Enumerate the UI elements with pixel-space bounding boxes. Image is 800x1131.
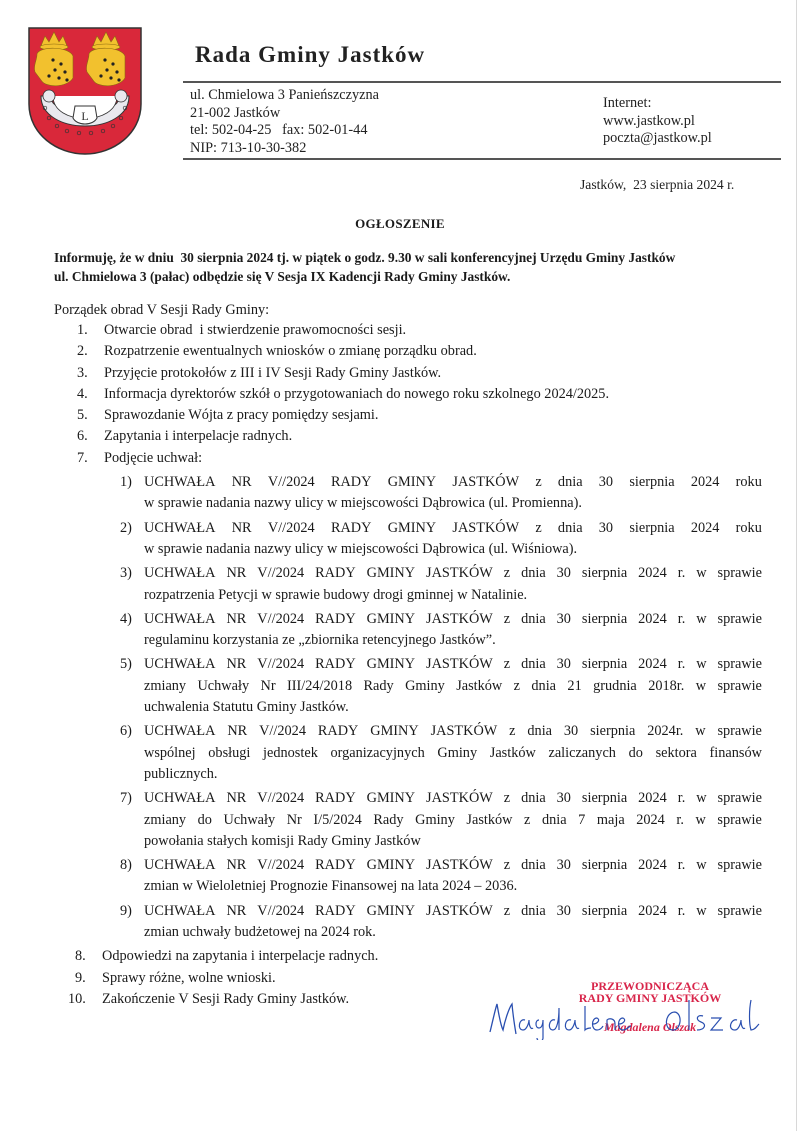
agenda-item-text: Zakończenie V Sesji Rady Gminy Jastków. <box>102 990 350 1007</box>
resolution-word: RADY <box>315 857 356 874</box>
resolution-word: 30 <box>556 902 571 919</box>
internet-block <box>603 95 712 148</box>
resolution-word: r. <box>677 790 686 807</box>
resolution-word: 2024 <box>636 811 665 828</box>
resolution-word: Uchwały <box>223 811 276 828</box>
resolution-word: zmiany <box>144 811 187 828</box>
agenda-item-text: Sprawy różne, wolne wnioski. <box>102 969 276 986</box>
resolution-word: JASTKÓW <box>426 902 493 919</box>
council-title: Rada Gminy Jastków <box>195 42 426 67</box>
resolution-word: UCHWAŁA <box>144 857 216 874</box>
date-line: Jastków, 23 sierpnia 2024 r. <box>580 177 735 192</box>
resolution-word: do <box>197 811 212 828</box>
resolution-word: z <box>503 790 511 807</box>
resolution-word: dnia <box>557 474 583 491</box>
resolution-word: z <box>503 902 511 919</box>
resolution-word: NR <box>226 790 247 807</box>
resolution-word: zaliczanych <box>548 744 616 761</box>
resolution-word: UCHWAŁA <box>144 723 216 740</box>
resolution-word: 2024 <box>638 565 667 582</box>
resolution-word: dnia <box>521 790 546 807</box>
resolution-word: 2024 <box>690 519 720 536</box>
resolution-word: UCHWAŁA <box>144 565 216 582</box>
resolution-word: w <box>696 656 707 673</box>
resolution-word: dnia <box>521 565 546 582</box>
resolution-word: dnia <box>521 902 546 919</box>
resolution-text-line <box>144 743 762 764</box>
resolution-word: GMINY <box>370 723 419 740</box>
resolution-word: w <box>696 902 707 919</box>
resolution-word: NR <box>231 519 252 536</box>
resolution-word: dnia <box>521 656 546 673</box>
resolution-word: UCHWAŁA <box>144 902 216 919</box>
resolution-word: Jastków <box>489 744 536 761</box>
agenda-item-text: Odpowiedzi na zapytania i interpelacje radnych. <box>102 948 379 965</box>
resolution-word: z <box>503 610 511 627</box>
resolution-text-line: uchwalenia Statutu Gminy Jastków. <box>144 699 349 716</box>
resolution-word: Gminy <box>415 811 455 828</box>
resolution-word: RADY <box>315 902 356 919</box>
agenda-item-number: 4. <box>77 385 88 402</box>
resolution-word: w <box>695 811 706 828</box>
address-street: ul. Chmielowa 3 Panieńszczyzna <box>190 87 379 103</box>
resolution-word: w <box>696 790 707 807</box>
resolution-text-line <box>144 788 762 809</box>
resolution-word: 2024 <box>638 790 667 807</box>
resolution-word: do <box>628 744 643 761</box>
resolution-word: organizacyjnych <box>330 744 425 761</box>
resolution-item <box>54 855 774 898</box>
resolution-word: z <box>524 811 531 828</box>
resolution-word: dnia <box>557 519 583 536</box>
resolution-text <box>144 563 762 606</box>
resolution-word: UCHWAŁA <box>144 656 216 673</box>
resolution-word: JASTKÓW <box>430 723 498 740</box>
resolution-word: Jastków <box>456 677 503 694</box>
resolution-word: Jastków <box>466 811 513 828</box>
resolution-word: Rady <box>373 811 404 828</box>
resolution-word: dnia <box>531 677 557 694</box>
resolution-text-line <box>144 901 762 922</box>
address-block <box>190 87 379 157</box>
resolution-word: sierpnia <box>590 723 636 740</box>
header-rule-top <box>183 81 781 83</box>
resolution-text-line: rozpatrzenia Petycji w sprawie budowy drogi gminnej w Natalinie. <box>144 586 528 603</box>
resolution-word: V//2024 <box>259 723 306 740</box>
resolution-word: jednostek <box>263 744 318 761</box>
resolution-text-line <box>144 855 762 876</box>
agenda-item <box>54 405 774 426</box>
resolution-word: sprawie <box>717 857 762 874</box>
handwritten-signature-icon <box>485 990 785 1040</box>
svg-text:L: L <box>81 109 89 123</box>
resolution-number: 9) <box>120 902 132 919</box>
resolution-word: NR <box>226 565 247 582</box>
resolution-word: 30 <box>556 610 571 627</box>
resolution-word: w <box>696 610 707 627</box>
resolution-word: 30 <box>556 656 571 673</box>
resolution-word: JASTKÓW <box>426 565 493 582</box>
resolution-word: sierpnia <box>581 790 628 807</box>
resolution-word: RADY <box>315 610 356 627</box>
resolution-word: Gminy <box>437 744 478 761</box>
resolution-word: z <box>513 677 521 694</box>
agenda-item-number: 7. <box>77 449 88 466</box>
resolution-word: dnia <box>521 610 546 627</box>
resolution-word: z <box>509 723 516 740</box>
resolution-word: obsługi <box>208 744 251 761</box>
resolution-word: 30 <box>563 723 579 740</box>
resolution-word: 21 <box>567 677 582 694</box>
agenda-item-text: Sprawozdanie Wójta z pracy pomiędzy sesjami. <box>104 407 379 424</box>
resolution-word: sprawie <box>717 565 762 582</box>
resolution-word: JASTKÓW <box>452 519 520 536</box>
resolution-word: w <box>695 723 706 740</box>
resolution-word: r. <box>677 610 686 627</box>
agenda-list <box>54 320 774 1010</box>
resolution-word: z <box>535 474 542 491</box>
resolution-word: roku <box>735 474 762 491</box>
resolution-word: V//2024 <box>267 519 315 536</box>
resolution-word: RADY <box>317 723 359 740</box>
resolution-word: UCHWAŁA <box>144 790 216 807</box>
agenda-item-text: Otwarcie obrad i stwierdzenie prawomocności sesji. <box>104 322 407 338</box>
resolution-word: sierpnia <box>581 565 628 582</box>
resolution-word: NR <box>231 474 252 491</box>
resolution-word: 30 <box>556 565 571 582</box>
resolution-text-line <box>144 518 762 539</box>
resolution-word: III/24/2018 <box>286 677 353 694</box>
resolution-word: r. <box>677 902 686 919</box>
resolution-word: NR <box>226 902 247 919</box>
address-postal: 21-002 Jastków <box>190 104 281 121</box>
resolution-word: NR <box>226 857 247 874</box>
resolution-number: 7) <box>120 790 132 807</box>
resolution-word: sprawie <box>717 677 762 694</box>
email-link[interactable]: poczta@jastkow.pl <box>603 130 712 146</box>
agenda-item-text: Rozpatrzenie ewentualnych wniosków o zmianę porządku obrad. <box>104 343 477 360</box>
resolution-text-line: regulaminu korzystania ze „zbiornika retencyjnego Jastków”. <box>144 632 496 649</box>
resolution-word: r. <box>677 857 686 874</box>
agenda-item-number: 8. <box>75 948 86 965</box>
resolutions-list <box>54 472 774 943</box>
resolution-word: RADY <box>330 519 372 536</box>
resolution-text <box>144 472 762 515</box>
resolution-text-line: zmian uchwały budżetowej na 2024 rok. <box>144 924 376 941</box>
resolution-word: RADY <box>315 790 356 807</box>
resolution-word: 30 <box>598 519 614 536</box>
resolution-word: sprawie <box>717 723 762 740</box>
resolution-word: z <box>503 565 511 582</box>
resolution-word: w <box>695 677 707 694</box>
resolution-word: JASTKÓW <box>426 656 493 673</box>
agenda-item-number: 9. <box>75 969 86 986</box>
resolution-word: dnia <box>541 811 567 828</box>
resolution-word: sprawie <box>717 610 762 627</box>
address-phone: tel: 502-04-25 fax: 502-01-44 <box>190 122 368 138</box>
resolution-word: sierpnia <box>581 902 628 919</box>
announcement-heading: OGŁOSZENIE <box>355 216 445 231</box>
resolution-word: dnia <box>521 857 546 874</box>
resolution-word: 30 <box>556 857 571 874</box>
agenda-item <box>54 320 774 341</box>
resolution-text-line: zmian w Wieloletniej Prognozie Finansowej na lata 2024 – 2036. <box>144 878 518 895</box>
stamp-name: Magdalena Olszak <box>603 1020 697 1034</box>
resolution-number: 1) <box>120 474 132 491</box>
resolution-item <box>54 518 774 561</box>
resolution-word: V//2024 <box>257 902 305 919</box>
resolution-word: JASTKÓW <box>452 474 520 491</box>
resolution-item <box>54 563 774 606</box>
resolution-word: RADY <box>330 474 372 491</box>
stamp-title-line-1: PRZEWODNICZĄCA <box>590 979 709 993</box>
address-nip: NIP: 713-10-30-382 <box>190 139 307 156</box>
resolution-word: sektora <box>655 744 697 761</box>
resolution-word: w <box>696 857 707 874</box>
resolution-word: GMINY <box>366 902 416 919</box>
resolution-word: 30 <box>598 474 614 491</box>
agenda-item-text: Zapytania i interpelacje radnych. <box>104 428 293 445</box>
resolution-text <box>144 721 762 785</box>
agenda-item-number: 2. <box>77 343 88 360</box>
resolution-word: sierpnia <box>581 857 628 874</box>
resolution-word: zmiany <box>144 677 187 694</box>
resolution-text <box>144 855 762 898</box>
page-edge <box>796 0 797 1131</box>
resolution-word: NR <box>226 610 247 627</box>
agenda-item <box>54 363 774 384</box>
resolution-word: GMINY <box>366 656 416 673</box>
resolution-number: 2) <box>120 519 132 536</box>
resolution-text-line: publicznych. <box>144 765 218 782</box>
resolution-text <box>144 901 762 944</box>
resolution-text-line <box>144 472 762 493</box>
resolution-item <box>54 901 774 944</box>
coat-of-arms-icon <box>27 26 143 156</box>
resolution-word: 30 <box>556 790 571 807</box>
intro-line-1: Informuję, że w dniu 30 sierpnia 2024 tj. w piątek o godz. 9.30 w sali konferencyjnej Urzędu Gminy Jastków <box>54 250 676 265</box>
resolution-item <box>54 609 774 652</box>
resolution-word: 2018r. <box>648 677 685 694</box>
resolution-word: JASTKÓW <box>426 790 493 807</box>
agenda-item-text: Przyjęcie protokołów z III i IV Sesji Rady Gminy Jastków. <box>104 364 442 381</box>
resolution-text-line <box>144 654 762 675</box>
agenda-item <box>54 384 774 405</box>
agenda-item-number: 1. <box>77 322 88 338</box>
resolution-word: 2024 <box>638 902 667 919</box>
agenda-item <box>54 341 774 362</box>
resolution-word: UCHWAŁA <box>144 519 216 536</box>
resolution-word: sprawie <box>717 656 762 673</box>
resolution-word: V//2024 <box>257 565 305 582</box>
resolution-word: r. <box>676 811 684 828</box>
resolution-text-line: powołania stałych komisji Rady Gminy Jastków <box>144 832 421 849</box>
resolution-word: GMINY <box>387 519 437 536</box>
resolution-word: w <box>696 565 707 582</box>
intro-line-2: ul. Chmielowa 3 (pałac) odbędzie się V Sesja IX Kadencji Rady Gminy Jastków. <box>54 269 511 284</box>
resolution-number: 3) <box>120 565 132 582</box>
resolution-number: 4) <box>120 610 132 627</box>
agenda-item-text: Podjęcie uchwał: <box>104 449 203 466</box>
resolution-word: grudnia <box>593 677 637 694</box>
resolution-text-line <box>144 810 762 831</box>
resolution-word: sierpnia <box>629 474 675 491</box>
resolution-word: Nr <box>286 811 302 828</box>
resolution-item <box>54 788 774 852</box>
resolution-word: V//2024 <box>257 790 305 807</box>
resolution-word: Gminy <box>405 677 445 694</box>
agenda-item <box>54 448 774 469</box>
resolution-word: 2024 <box>690 474 720 491</box>
stamp-title-line-2: RADY GMINY JASTKÓW <box>578 991 722 1005</box>
resolution-item <box>54 654 774 718</box>
resolution-word: NR <box>227 723 248 740</box>
resolution-text-line: w sprawie nadania nazwy ulicy w miejscowości Dąbrowica (ul. Wiśniowa). <box>144 540 578 557</box>
resolution-word: UCHWAŁA <box>144 474 216 491</box>
resolution-number: 6) <box>120 723 132 740</box>
resolution-word: sierpnia <box>581 656 628 673</box>
resolution-word: JASTKÓW <box>426 610 493 627</box>
resolution-text-line <box>144 721 762 742</box>
resolution-text-line <box>144 609 762 630</box>
agenda-title: Porządek obrad V Sesji Rady Gminy: <box>54 302 270 318</box>
resolution-word: dnia <box>527 723 553 740</box>
resolution-word: sprawie <box>717 811 762 828</box>
resolution-word: Uchwały <box>197 677 250 694</box>
agenda-item-number: 3. <box>77 364 88 381</box>
resolution-word: sprawie <box>717 902 762 919</box>
website-link[interactable]: www.jastkow.pl <box>603 112 695 129</box>
resolution-word: UCHWAŁA <box>144 610 216 627</box>
resolution-word: RADY <box>315 565 356 582</box>
resolution-text <box>144 518 762 561</box>
resolution-word: V//2024 <box>257 610 305 627</box>
resolution-word: r. <box>677 565 686 582</box>
resolution-word: sierpnia <box>629 519 675 536</box>
agenda-item-text: Informacja dyrektorów szkół o przygotowaniach do nowego roku szkolnego 2024/2025. <box>104 385 610 402</box>
resolution-word: 2024r. <box>647 723 684 740</box>
resolution-number: 5) <box>120 656 132 673</box>
resolution-word: 7 <box>578 811 586 828</box>
resolution-word: z <box>503 656 511 673</box>
resolution-word: V//2024 <box>257 656 305 673</box>
resolution-word: z <box>535 519 542 536</box>
header-rule-bottom <box>183 158 781 160</box>
resolution-word: GMINY <box>366 857 416 874</box>
resolution-word: r. <box>677 656 686 673</box>
resolution-word: Rady <box>363 677 394 694</box>
resolution-word: wspólnej <box>144 744 196 761</box>
resolution-word: JASTKÓW <box>426 857 493 874</box>
resolution-word: 2024 <box>638 656 667 673</box>
resolution-text <box>144 609 762 652</box>
resolution-word: V//2024 <box>267 474 315 491</box>
announcement-intro <box>54 248 774 286</box>
resolution-word: Nr <box>260 677 276 694</box>
resolution-word: NR <box>226 656 247 673</box>
resolution-item <box>54 721 774 785</box>
agenda-item-number: 5. <box>77 407 88 424</box>
internet-label: Internet: <box>603 95 652 111</box>
resolution-word: I/5/2024 <box>313 811 362 828</box>
agenda-item-number: 6. <box>77 428 88 445</box>
resolution-text-line <box>144 676 762 697</box>
resolution-word: GMINY <box>366 565 416 582</box>
resolution-text <box>144 788 762 852</box>
resolution-word: finansów <box>709 744 762 761</box>
resolution-text <box>144 654 762 718</box>
resolution-word: 2024 <box>638 857 667 874</box>
resolution-word: sprawie <box>717 790 762 807</box>
resolution-word: roku <box>735 519 762 536</box>
resolution-word: GMINY <box>366 610 416 627</box>
resolution-text-line <box>144 563 762 584</box>
resolution-word: GMINY <box>366 790 416 807</box>
resolution-word: RADY <box>315 656 356 673</box>
agenda-item-number: 10. <box>68 990 86 1007</box>
agenda-item <box>54 946 774 967</box>
resolution-number: 8) <box>120 857 132 874</box>
resolution-word: sierpnia <box>581 610 628 627</box>
resolution-item <box>54 472 774 515</box>
agenda-item <box>54 426 774 447</box>
resolution-word: 2024 <box>638 610 667 627</box>
resolution-text-line: w sprawie nadania nazwy ulicy w miejscowości Dąbrowica (ul. Promienna). <box>144 495 582 512</box>
resolution-word: maja <box>596 811 625 828</box>
resolution-word: GMINY <box>387 474 437 491</box>
resolution-word: z <box>503 857 511 874</box>
resolution-word: V//2024 <box>257 857 305 874</box>
